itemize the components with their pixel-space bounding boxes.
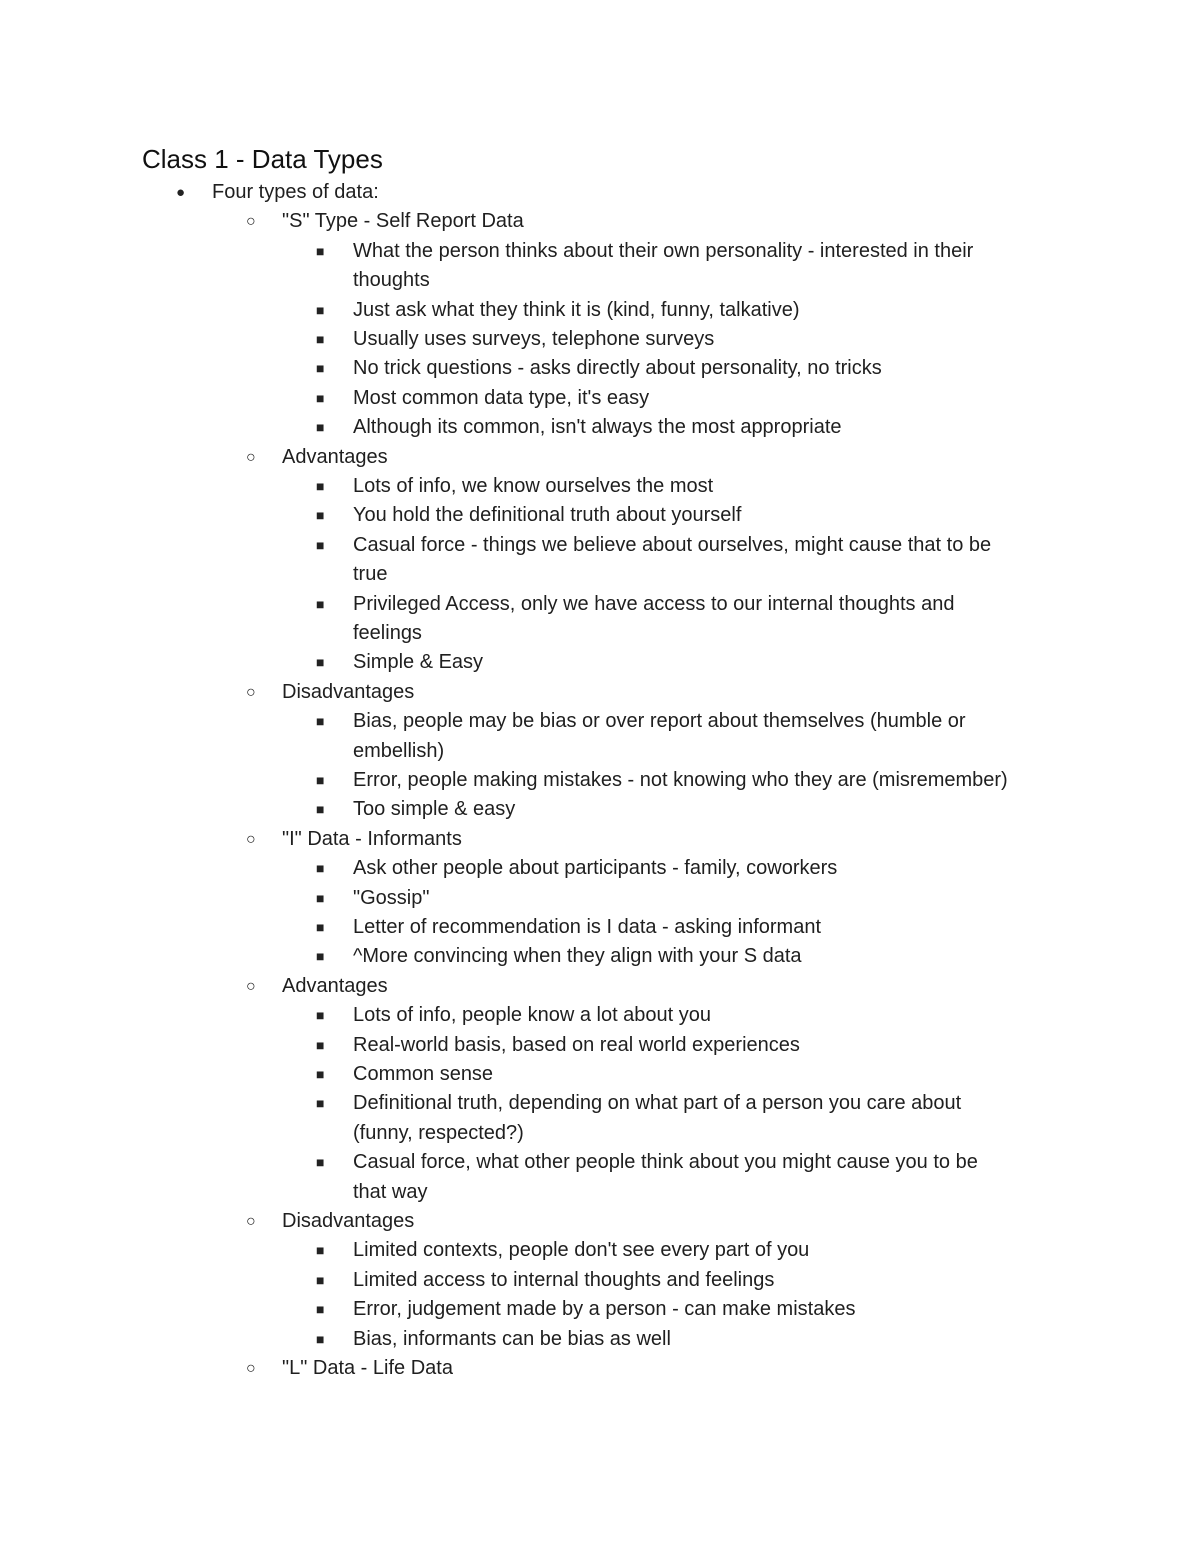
square-bullet-icon: ■ — [316, 507, 325, 524]
square-bullet-icon: ■ — [316, 301, 325, 318]
list-item-text: Casual force - things we believe about ourselves, might cause that to be — [353, 533, 992, 556]
list-item-text: "Gossip" — [353, 886, 430, 909]
square-bullet-icon: ■ — [316, 1271, 325, 1288]
list-item-text: Disadvantages — [282, 1210, 415, 1232]
list-item-text: Error, people making mistakes - not knowing who they are (misremember) — [353, 769, 1008, 791]
list-item-text: Just ask what they think it is (kind, funny, talkative) — [353, 298, 800, 321]
list-item-text: Advantages — [282, 974, 388, 997]
square-bullet-icon: ■ — [316, 860, 325, 877]
square-bullet-icon: ■ — [316, 772, 325, 788]
list-item-text: Real-world basis, based on real world experiences — [353, 1033, 800, 1056]
list-item-text: Casual force, what other people think about you might cause you to be — [353, 1151, 978, 1174]
circle-bullet-icon: ○ — [246, 448, 256, 466]
list-item-text: Bias, people may be bias or over report about themselves (humble or — [353, 710, 966, 733]
list-item-text: Letter of recommendation is I data - asking informant — [353, 916, 822, 938]
square-bullet-icon: ■ — [316, 1036, 325, 1053]
list-item-text: Limited contexts, people don't see every part of you — [353, 1239, 810, 1262]
list-item-text: Simple & Easy — [353, 651, 484, 674]
page-title: Class 1 - Data Types — [142, 144, 383, 174]
square-bullet-icon: ■ — [316, 919, 325, 935]
circle-bullet-icon: ○ — [246, 1213, 256, 1230]
square-bullet-icon: ■ — [316, 242, 325, 259]
list-item-text: Ask other people about participants - family, coworkers — [353, 857, 838, 880]
list-item-text: What the person thinks about their own personality - interested in their — [353, 239, 974, 262]
square-bullet-icon: ■ — [316, 948, 325, 965]
square-bullet-icon: ■ — [316, 713, 325, 730]
list-item-text: Advantages — [282, 445, 388, 468]
list-item-text: Limited access to internal thoughts and feelings — [353, 1268, 775, 1291]
square-bullet-icon: ■ — [316, 1301, 325, 1318]
list-item-text: Lots of info, people know a lot about you — [353, 1004, 712, 1027]
square-bullet-icon: ■ — [316, 360, 325, 377]
list-item-text: true — [353, 563, 388, 586]
list-item-text: Privileged Access, only we have access to our internal thoughts and — [353, 592, 955, 615]
list-item-text: Common sense — [353, 1063, 494, 1085]
circle-bullet-icon: ○ — [246, 213, 256, 231]
circle-bullet-icon: ○ — [246, 683, 256, 701]
list-item-text: embellish) — [353, 739, 445, 762]
square-bullet-icon: ■ — [316, 1095, 325, 1112]
list-item-text: Error, judgement made by a person - can make mistakes — [353, 1298, 856, 1321]
list-item-text: "L" Data - Life Data — [282, 1357, 453, 1379]
list-item-text: Although its common, isn't always the most appropriate — [353, 416, 842, 439]
list-item-text: Lots of info, we know ourselves the most — [353, 475, 714, 497]
square-bullet-icon: ■ — [316, 1330, 325, 1347]
square-bullet-icon: ■ — [316, 389, 325, 406]
square-bullet-icon: ■ — [316, 1007, 325, 1024]
list-item-text: Bias, informants can be bias as well — [353, 1327, 671, 1350]
list-item-text: Four types of data: — [212, 181, 379, 203]
square-bullet-icon: ■ — [316, 801, 325, 818]
list-item-text: that way — [353, 1180, 428, 1203]
disc-bullet-icon: ● — [176, 184, 186, 201]
square-bullet-icon: ■ — [316, 1154, 325, 1171]
list-item-text: Most common data type, it's easy — [353, 386, 650, 409]
square-bullet-icon: ■ — [316, 1066, 325, 1082]
list-item-text: "I" Data - Informants — [282, 827, 462, 850]
circle-bullet-icon: ○ — [246, 830, 256, 848]
square-bullet-icon: ■ — [316, 536, 325, 553]
list-item-text: ^More convincing when they align with your S data — [353, 945, 802, 968]
square-bullet-icon: ■ — [316, 595, 325, 612]
list-item-text: You hold the definitional truth about yourself — [353, 504, 742, 527]
square-bullet-icon: ■ — [316, 889, 325, 906]
list-item-text: feelings — [353, 622, 422, 644]
list-item-text: Definitional truth, depending on what part of a person you care about — [353, 1092, 962, 1115]
list-item-text: "S" Type - Self Report Data — [282, 210, 524, 233]
list-item-text: (funny, respected?) — [353, 1121, 524, 1144]
square-bullet-icon: ■ — [316, 1242, 325, 1259]
square-bullet-icon: ■ — [316, 331, 325, 347]
list-item-text: Usually uses surveys, telephone surveys — [353, 328, 715, 350]
list-item-text: thoughts — [353, 269, 430, 292]
circle-bullet-icon: ○ — [246, 977, 256, 995]
square-bullet-icon: ■ — [316, 478, 325, 494]
list-item-text: No trick questions - asks directly about personality, no tricks — [353, 357, 882, 380]
list-item-text: Too simple & easy — [353, 798, 516, 821]
square-bullet-icon: ■ — [316, 654, 325, 671]
circle-bullet-icon: ○ — [246, 1360, 256, 1377]
list-item-text: Disadvantages — [282, 680, 415, 703]
square-bullet-icon: ■ — [316, 419, 325, 436]
